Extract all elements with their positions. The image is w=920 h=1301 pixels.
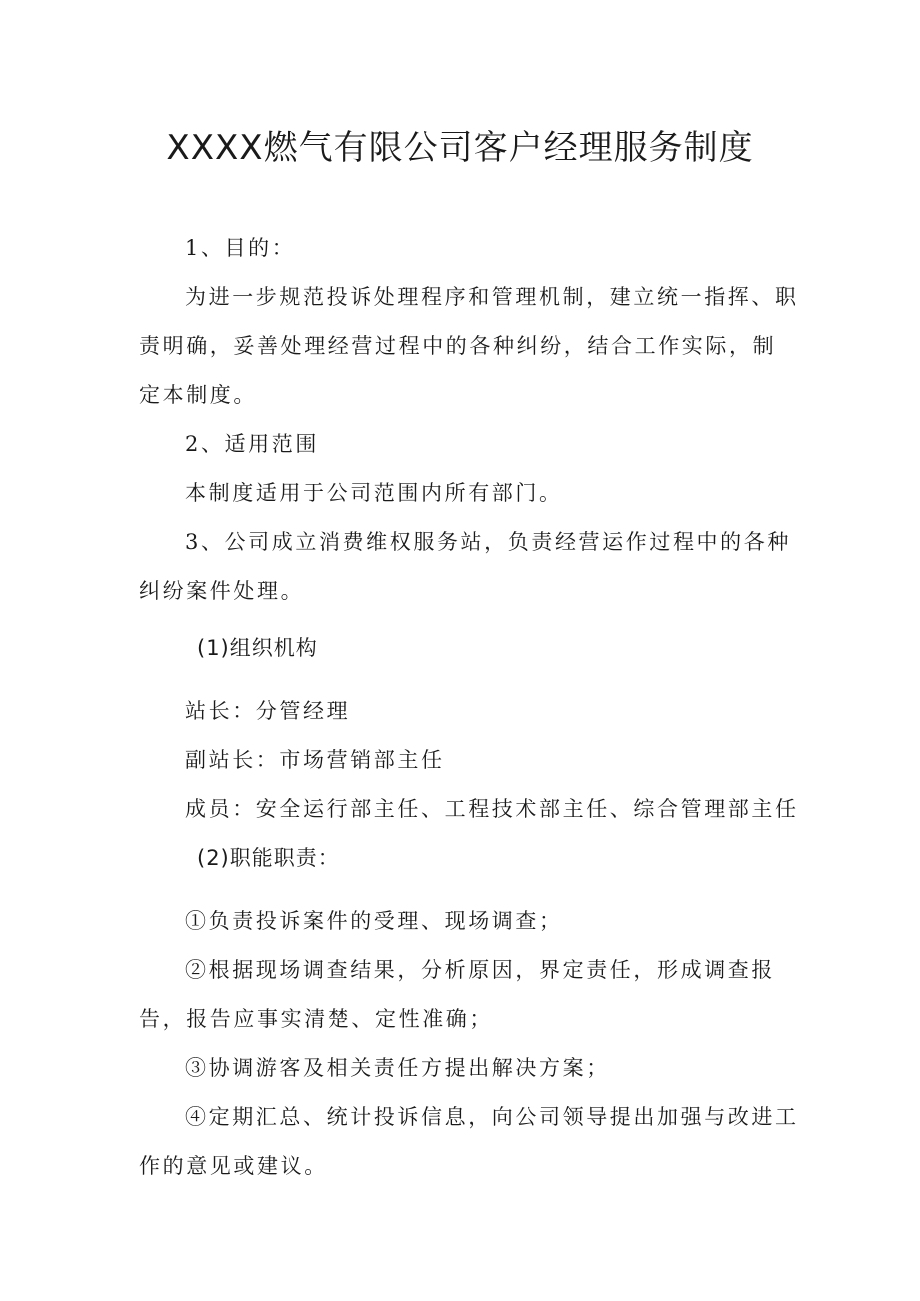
org-heading: (1)组织机构 [197,636,318,660]
scope-text: 本制度适用于公司范围内所有部门。 [185,481,563,505]
duty-item: ③协调游客及相关责任方提出解决方案； [185,1056,610,1080]
org-station-head: 站长：分管经理 [185,699,351,723]
station-text: 3、公司成立消费维权服务站，负责经营运作过程中的各种纠纷案件处理。 [139,530,791,603]
purpose-text: 为进一步规范投诉处理程序和管理机制，建立统一指挥、职责明确，妥善处理经营过程中的各种纠纷，结合工作实际，制定本制度。 [139,285,799,407]
duty-item: ②根据现场调查结果，分析原因，界定责任，形成调查报告，报告应事实清楚、定性准确； [139,958,775,1031]
scope-heading: 2、适用范围 [185,432,319,456]
org-deputy-head: 副站长：市场营销部主任 [185,748,445,772]
duty-item: ④定期汇总、统计投诉信息，向公司领导提出加强与改进工作的意见或建议。 [139,1105,799,1178]
org-members: 成员：安全运行部主任、工程技术部主任、综合管理部主任 [185,797,799,821]
purpose-heading: 1、目的： [185,236,296,260]
document-body [139,224,799,1191]
duties-heading: (2)职能职责： [197,846,340,870]
document-title: XXXX燃气有限公司客户经理服务制度 [166,128,754,168]
duty-item: ①负责投诉案件的受理、现场调查； [185,909,563,933]
